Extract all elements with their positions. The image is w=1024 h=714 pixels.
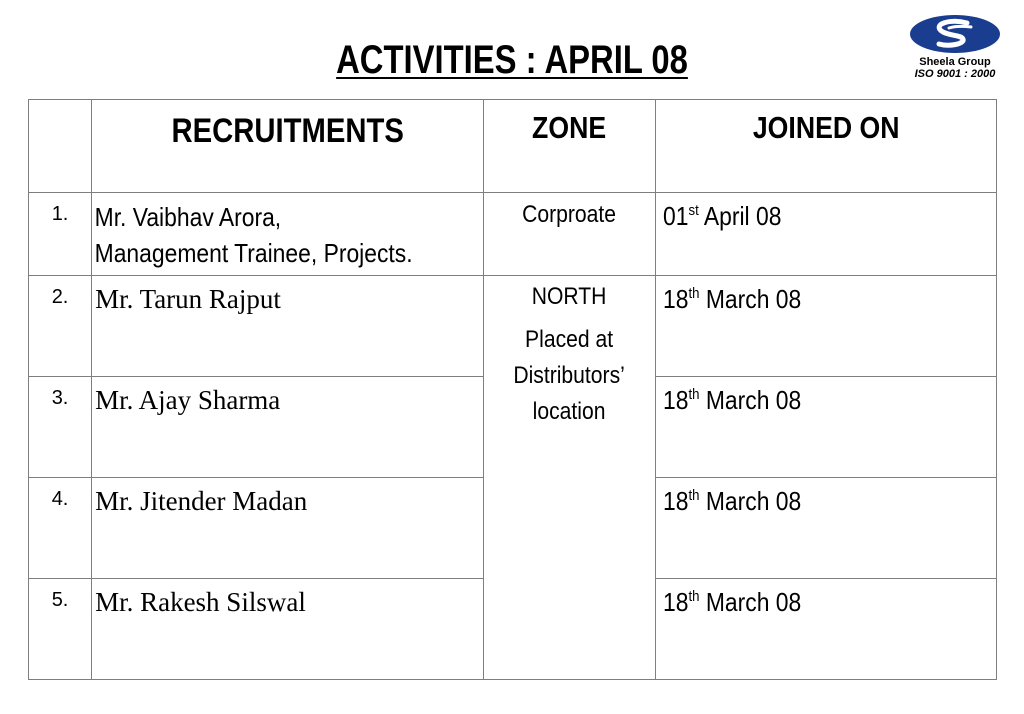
row-number-cell — [29, 193, 92, 276]
joined-date — [656, 579, 956, 618]
activities-table — [28, 99, 997, 680]
recruit-name-cell — [92, 377, 484, 478]
zone-cell — [484, 193, 655, 276]
recruit-name-cell — [92, 579, 484, 680]
table-row — [29, 193, 997, 276]
joined-on-cell — [655, 193, 996, 276]
recruit-name: Mr. Tarun Rajput — [95, 284, 281, 314]
joined-on-cell — [655, 276, 996, 377]
joined-on-cell — [655, 377, 996, 478]
header-zone-cell — [484, 100, 655, 193]
page-title-text: ACTIVITIES : APRIL 08 — [336, 38, 688, 82]
row-number-cell — [29, 579, 92, 680]
joined-day: 01 — [662, 201, 689, 231]
row-number-cell — [29, 377, 92, 478]
header-recruitments: RECRUITMENTS — [171, 112, 404, 150]
sheela-group-logo — [896, 14, 1014, 86]
joined-on-cell — [655, 579, 996, 680]
joined-month-year: March 08 — [705, 385, 801, 415]
table-row — [29, 276, 997, 377]
joined-day-suffix: th — [688, 285, 700, 302]
joined-day: 18 — [662, 587, 689, 617]
joined-month-year: March 08 — [705, 587, 801, 617]
joined-day-suffix: th — [688, 588, 700, 605]
row-number: 2. — [51, 286, 69, 308]
header-recruitments-cell — [92, 100, 484, 193]
page-title — [92, 32, 932, 88]
header-joined-on: JOINED ON — [752, 110, 900, 145]
header-zone: ZONE — [532, 110, 607, 145]
row-number-cell — [29, 478, 92, 579]
zone-value: Corproate — [522, 201, 617, 228]
joined-month-year: March 08 — [705, 284, 801, 314]
logo-name: Sheela Group — [919, 56, 991, 68]
row-number: 5. — [51, 589, 69, 611]
joined-day-suffix: th — [688, 487, 700, 504]
joined-month-year: March 08 — [705, 486, 801, 516]
recruit-name-cell — [92, 193, 484, 276]
recruit-name: Mr. Rakesh Silswal — [95, 587, 306, 617]
joined-day: 18 — [662, 385, 689, 415]
zone-north-placement-line1: Placed at — [525, 326, 614, 353]
recruit-name-cell — [92, 276, 484, 377]
zone-north-placement-line2: Distributors’ — [513, 362, 626, 389]
sheela-logo-icon — [909, 14, 1001, 54]
joined-on-cell — [655, 478, 996, 579]
recruit-designation: Management Trainee, Projects. — [94, 238, 413, 268]
joined-date — [656, 276, 956, 315]
joined-date — [656, 377, 956, 416]
header-joined-on-cell — [655, 100, 996, 193]
joined-day-suffix: st — [688, 202, 699, 219]
joined-date — [656, 193, 956, 232]
recruit-name: Mr. Jitender Madan — [95, 486, 308, 516]
recruit-name-line1: Mr. Vaibhav Arora, — [94, 202, 282, 232]
zone-north-cell — [484, 276, 655, 680]
recruit-name — [92, 193, 436, 271]
zone-north-placement-line3: location — [533, 398, 606, 425]
joined-day: 18 — [662, 486, 689, 516]
joined-day: 18 — [662, 284, 689, 314]
logo-iso-certification: ISO 9001 : 2000 — [914, 68, 996, 80]
zone-north-label: NORTH — [532, 283, 607, 310]
joined-day-suffix: th — [688, 386, 700, 403]
row-number: 1. — [51, 203, 69, 225]
recruit-name: Mr. Ajay Sharma — [95, 385, 281, 415]
joined-month-year: April 08 — [703, 201, 782, 231]
zone-north — [495, 276, 645, 430]
table-header-row — [29, 100, 997, 193]
joined-date — [656, 478, 956, 517]
header-number-cell — [29, 100, 92, 193]
row-number: 4. — [51, 488, 69, 510]
row-number: 3. — [51, 387, 69, 409]
recruit-name-cell — [92, 478, 484, 579]
row-number-cell — [29, 276, 92, 377]
